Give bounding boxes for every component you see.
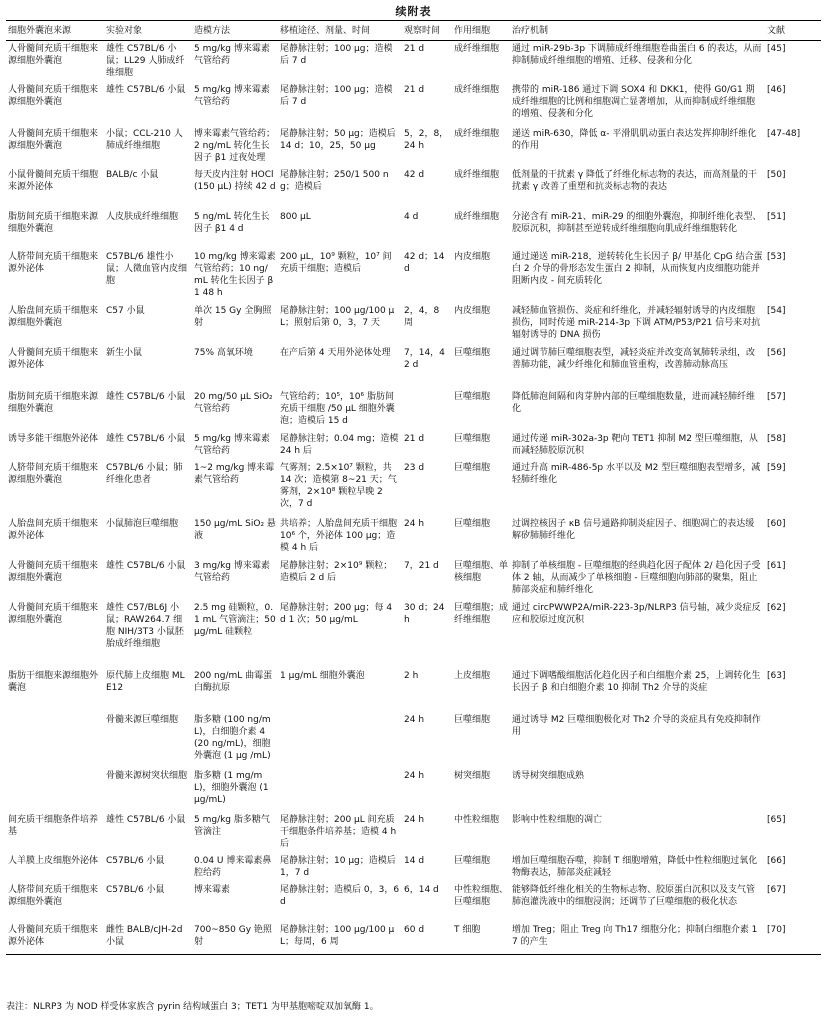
table-cell: 5 mg/kg 博来霉素气管给药 [194, 434, 270, 456]
table-cell: 5 ng/mL 转化生长因子 β1 4 d [194, 212, 270, 234]
table-cell: 内皮细胞 [454, 306, 491, 316]
table-cell: 尾静脉注射；50 μg；造模后 14 d；10，25，50 μg [280, 129, 396, 151]
table-cell: 巨噬细胞 [454, 348, 491, 358]
col-header: 移植途径、剂量、时间 [278, 21, 402, 41]
table-cell: C57BL/6 小鼠 [106, 856, 165, 866]
table-cell: 巨噬细胞 [454, 434, 491, 444]
table-cell: 人骨髓间充质干细胞来源细胞外囊泡 [8, 603, 99, 625]
table-cell: 10 mg/kg 博来霉素气管给药；10 ng/mL 转化生长因子 β1 48 h [194, 252, 276, 298]
table-cell: 6，14 d [404, 885, 439, 895]
table-cell: BALB/c 小鼠 [106, 170, 159, 180]
table-cell: 低剂量的干扰素 γ 降低了纤维化标志物的表达，而高剂量的干扰素 γ 改善了重塑和抗炎标志物的表达 [512, 170, 758, 192]
table-cell: 21 d [404, 85, 425, 95]
col-header: 细胞外囊泡来源 [6, 21, 104, 41]
table-cell: 骨髓来源巨噬细胞 [106, 715, 179, 725]
col-header: 治疗机制 [510, 21, 765, 41]
table-cell: 200 ng/mL 曲霉蛋白酶抗原 [194, 671, 273, 693]
table-cell: 人骨髓间充质干细胞来源细胞外囊泡 [8, 85, 99, 107]
table-cell: 人脐带间充质干细胞来源细胞外囊泡 [8, 885, 99, 907]
table-cell: 200 μL，10⁹ 颗粒，10⁷ 间充质干细胞；造模后 [280, 252, 392, 274]
table-cell: 雄性 C57BL/6 小鼠 [106, 815, 186, 825]
table-cell: [67] [767, 885, 786, 895]
table-cell: 雄性 C57BL/6 小鼠 [106, 561, 186, 571]
table-cell: 人骨髓间充质干细胞来源外泌体 [6, 922, 104, 954]
table-cell: 1 μg/mL 细胞外囊泡 [280, 671, 365, 681]
table-cell: 7，21 d [404, 561, 439, 571]
table-row [6, 882, 821, 922]
table-cell: 雌性 BALB/cJH-2d 小鼠 [104, 922, 192, 954]
table-cell: [63] [767, 671, 786, 681]
table-cell: 尾静脉注射；200 μL 间充质干细胞条件培养基；造模 4 h 后 [280, 815, 397, 849]
table-row [6, 460, 821, 516]
table-cell: 成纤维细胞 [454, 170, 500, 180]
table-cell: [65] [767, 815, 786, 825]
table-cell: 20 mg/50 μL SiO₂ 气管给药 [194, 392, 273, 414]
table-cell: 小鼠；CCL-210 人肺成纤维细胞 [106, 129, 183, 151]
table-cell: [46] [767, 85, 786, 95]
table-cell: 5，2，8，24 h [404, 129, 449, 151]
table-cell: 每天皮内注射 HOCl(150 μL) 持续 42 d [194, 170, 276, 192]
table-row [6, 126, 821, 167]
table-cell: 24 h [404, 815, 425, 825]
col-header: 观察时间 [402, 21, 452, 41]
table-cell: 通过调节肺巨噬细胞表型，减轻炎症并改变高氧肺转录组，改善肺功能，减少纤维化和肺血管重构，改善肺动脉高压 [512, 348, 756, 370]
table-cell: 5 mg/kg 脂多糖气管滴注 [194, 815, 270, 837]
table-cell: 人骨髓间充质干细胞来源细胞外囊泡 [8, 44, 99, 66]
table-row [6, 853, 821, 882]
table-cell: 尾静脉注射；2×10⁹ 颗粒；造模后 2 d 后 [280, 561, 393, 583]
table-cell: 人骨髓间充质干细胞来源细胞外囊泡 [8, 129, 99, 151]
table-row [6, 167, 821, 209]
col-header: 造模方法 [192, 21, 278, 41]
table-cell: [51] [767, 212, 786, 222]
table-cell: 减轻肺血管损伤、炎症和纤维化，并减轻辐射诱导的内皮细胞损伤，同时传递 miR-214-3p 下调 ATM/P53/P21 信号来对抗辐射诱导的 DNA 损伤 [512, 306, 761, 340]
table-cell: 尾静脉注射；造模后 0，3，6 d [280, 885, 400, 907]
table-cell [278, 712, 402, 768]
table-row [6, 768, 821, 812]
table-cell: 脂肪间充质干细胞来源细胞外囊泡 [8, 392, 99, 414]
table-cell: 成纤维细胞 [454, 129, 500, 139]
table-cell: 21 d [404, 434, 425, 444]
table-cell: 成纤维细胞 [454, 44, 500, 54]
table-cell: 骨髓来源树突状细胞 [106, 771, 188, 781]
table-cell: 降低肺泡间隔和肉芽肿内部的巨噬细胞数量，进而减轻肺纤维化 [512, 392, 756, 414]
table-cell: 原代肺上皮细胞 MLE12 [106, 671, 185, 693]
table-cell: 巨噬细胞；成纤维细胞 [454, 603, 509, 625]
table-cell: 3 mg/kg 博来霉素气管给药 [194, 561, 270, 583]
table-cell: 通过 circPWWP2A/miR-223-3p/NLRP3 信号轴，减少炎症反应和胶原过度沉积 [512, 603, 761, 625]
table-cell: 2，4，8 周 [404, 306, 440, 328]
table-cell: 2 h [404, 671, 419, 681]
table-cell: 24 h [404, 519, 425, 529]
table-cell: 在产后第 4 天用外泌体处理 [280, 348, 391, 358]
table-cell [765, 768, 821, 812]
table-cell [6, 712, 104, 768]
table-cell: 尾静脉注射；100 μg；造模后 7 d [280, 85, 393, 107]
table-cell: [54] [767, 306, 786, 316]
table-cell: [53] [767, 252, 786, 262]
table-cell: [59] [767, 463, 786, 473]
table-cell: 人羊膜上皮细胞外泌体 [8, 856, 99, 866]
table-cell: C57BL/6 小鼠 [106, 885, 165, 895]
table-cell: 脂肪干细胞来源细胞外囊泡 [8, 671, 99, 693]
table-cell: 尾静脉注射；100 μg/100 μL；照射后第 0，3，7 天 [280, 306, 395, 328]
table-cell: 影响中性粒细胞的凋亡 [512, 815, 603, 825]
table-body [6, 41, 821, 955]
table-cell: 30 d；24 h [404, 603, 445, 625]
table-cell: 150 μg/mL SiO₂ 悬液 [194, 519, 276, 541]
table-cell: 尾静脉注射；250/1 500 ng；造模后 [280, 170, 389, 192]
table-cell: 人脐带间充质干细胞来源外泌体 [8, 252, 99, 274]
table-cell: 巨噬细胞、单核细胞 [454, 561, 509, 583]
table-row [6, 303, 821, 345]
table-cell: [62] [767, 603, 786, 613]
table-cell: 14 d [404, 856, 425, 866]
table-row [6, 249, 821, 303]
table-cell: C57 小鼠 [106, 306, 145, 316]
table-row [6, 712, 821, 768]
table-cell: 内皮细胞 [454, 252, 491, 262]
table-cell: [61] [767, 561, 786, 571]
table-cell: 人骨髓间充质干细胞来源细胞外囊泡 [8, 561, 99, 583]
table-cell: 4 d [404, 212, 419, 222]
table-cell: 5 mg/kg 博来霉素气管给药 [194, 44, 270, 66]
table-cell: 博来霉素 [194, 885, 231, 895]
table-row [6, 345, 821, 389]
table-cell: 能够降低纤维化相关的生物标志物、胶原蛋白沉积以及支气管肺泡灌洗液中的细胞浸润；还调节了巨噬细胞的极化状态 [512, 885, 756, 907]
table-cell: 成纤维细胞 [454, 212, 500, 222]
table-cell: 7，14，42 d [404, 348, 445, 370]
table-cell [402, 389, 452, 431]
table-cell: 递送 miR-630，降低 α- 平滑肌肌动蛋白表达发挥抑制纤维化的作用 [512, 129, 757, 151]
table-cell: [50] [767, 170, 786, 180]
table-cell [765, 712, 821, 768]
table-cell: 42 d；14 d [404, 252, 445, 274]
table-row [6, 41, 821, 83]
table-cell: 巨噬细胞 [454, 392, 491, 402]
table-cell: 人脐带间充质干细胞来源细胞外囊泡 [8, 463, 99, 485]
table-cell: 中性粒细胞 [454, 815, 500, 825]
col-header: 实验对象 [104, 21, 192, 41]
data-table [6, 20, 821, 955]
table-cell: 60 d [402, 922, 452, 954]
table-cell: 通过下调嗜酸细胞活化趋化因子和白细胞介素 25，上调转化生长因子 β 和白细胞介素 10 抑制 Th2 介导的炎症 [512, 671, 761, 693]
table-cell: 中性粒细胞、巨噬细胞 [454, 885, 509, 907]
table-row [6, 389, 821, 431]
table-cell: 0.04 U 博来霉素鼻腔给药 [194, 856, 272, 878]
table-cell: 分泌含有 miR-21、miR-29 的细胞外囊泡，抑制纤维化表型、胶原沉积，抑制甚至逆转成纤维细胞向肌成纤维细胞转化 [512, 212, 762, 234]
table-cell: 诱导树突细胞成熟 [512, 771, 585, 781]
table-cell: T 细胞 [452, 922, 510, 954]
table-row [6, 82, 821, 126]
table-cell: 巨噬细胞 [454, 715, 491, 725]
table-cell: [66] [767, 856, 786, 866]
table-row [6, 558, 821, 600]
table-cell: 人骨髓间充质干细胞来源外泌体 [8, 348, 99, 370]
table-cell: 尾静脉注射；0.04 mg；造模 24 h 后 [280, 434, 399, 456]
table-cell: 成纤维细胞 [454, 85, 500, 95]
table-cell: 通过 miR-29b-3p 下调肺成纤维细胞卷曲蛋白 6 的表达，从而抑制肺成纤维细胞的增殖、迁移、侵袭和分化 [512, 44, 762, 66]
table-row [6, 209, 821, 249]
table-cell: 21 d [404, 44, 425, 54]
table-cell: 增加 Treg；阻止 Treg 向 Th17 细胞分化；抑制白细胞介素 17 的产生 [510, 922, 765, 954]
table-row [6, 431, 821, 460]
table-cell: 增加巨噬细胞吞噬，抑制 T 细胞增殖，降低中性粒细胞过氧化物酶表达，肺部炎症减轻 [512, 856, 758, 878]
table-cell: 人胎盘间充质干细胞来源外泌体 [8, 519, 99, 541]
table-cell: 5 mg/kg 博来霉素气管给药 [194, 85, 270, 107]
table-cell: 通过诱导 M2 巨噬细胞极化对 Th2 介导的炎症具有免疫抑制作用 [512, 715, 761, 737]
table-cell: [45] [767, 44, 786, 54]
table-cell: 气管给药；10⁵，10⁶ 脂肪间充质干细胞 /50 μL 细胞外囊泡；造模后 15 d [280, 392, 395, 426]
table-cell: 共培养；人胎盘间充质干细胞 10⁶ 个，外泌体 100 μg；造模 4 h 后 [280, 519, 398, 553]
table-row [6, 668, 821, 712]
table-cell: 雄性 C57BL/6 小鼠 [106, 434, 186, 444]
table-cell: 小鼠骨髓间充质干细胞来源外泌体 [8, 170, 99, 192]
table-cell: 雄性 C57BL/6 小鼠 [106, 85, 186, 95]
table-cell: 尾静脉注射；200 μg；每 4 d 1 次；50 μg/mL [280, 603, 393, 625]
table-cell: 雄性 C57BL/6 小鼠；LL29 人肺成纤维细胞 [106, 44, 185, 78]
table-cell: C57BL/6 小鼠；肺纤维化患者 [106, 463, 183, 485]
table-cell: 800 μL [280, 212, 311, 222]
table-cell: 700~850 Gy 铯照射 [192, 922, 278, 954]
table-cell: 气雾剂；2.5×10⁷ 颗粒，共 14 次；造模第 8~21 天；气雾剂，2×10⁸ 颗粒早晚 2 次，7 d [280, 463, 397, 509]
table-header-row [6, 21, 821, 41]
table-cell: 诱导多能干细胞外泌体 [8, 434, 99, 444]
table-cell: 博来霉素气管给药；2 ng/mL 转化生长因子 β1 过夜处理 [194, 129, 276, 163]
table-cell: 脂肪间充质干细胞来源细胞外囊泡 [8, 212, 99, 234]
table-cell: 小鼠肺泡巨噬细胞 [106, 519, 179, 529]
table-cell: [47-48] [767, 129, 801, 139]
table-cell: 雄性 C57/BL6J 小鼠；RAW264.7 细胞 NIH/3T3 小鼠胚胎成纤维细胞 [106, 603, 184, 649]
table-caption: 续附表 [395, 5, 432, 18]
col-header: 作用细胞 [452, 21, 510, 41]
table-cell: 24 h [404, 771, 425, 781]
table-row [6, 922, 821, 954]
table-cell: 通过传递 miR-302a-3p 靶向 TET1 抑制 M2 型巨噬细胞，从而减轻肺胶原沉积 [512, 434, 758, 456]
table-cell: 人皮肤成纤维细胞 [106, 212, 179, 222]
col-header: 文献 [765, 21, 821, 41]
table-row [6, 600, 821, 668]
table-cell: 尾静脉注射；10 μg；造模后 1，7 d [280, 856, 396, 878]
table-cell: 上皮细胞 [454, 671, 491, 681]
table-row [6, 812, 821, 853]
table-footnote: 表注：NLRP3 为 NOD 样受体家族含 pyrin 结构域蛋白 3；TET1 为甲基胞嘧啶双加氧酶 1。 [6, 1002, 379, 1012]
table-cell: [60] [767, 519, 786, 529]
table-cell: 雄性 C57BL/6 小鼠 [106, 392, 186, 402]
table-cell: 树突细胞 [454, 771, 491, 781]
table-cell: 人胎盘间充质干细胞来源细胞外囊泡 [8, 306, 99, 328]
table-cell: 巨噬细胞 [454, 519, 491, 529]
table-row [6, 516, 821, 558]
table-cell: 过调控核因子 κB 信号通路抑制炎症因子、细胞凋亡的表达缓解矽肺肺纤维化 [512, 519, 755, 541]
table-cell: 通过升高 miR-486-5p 水平以及 M2 型巨噬细胞表型增多，减轻肺纤维化 [512, 463, 761, 485]
table-cell: 脂多糖 (1 mg/mL)，细胞外囊泡 (1 μg/mL) [194, 771, 269, 805]
table-cell: 42 d [404, 170, 425, 180]
table-cell: 24 h [404, 715, 425, 725]
table-cell: 间充质干细胞条件培养基 [8, 815, 99, 837]
table-cell: 1~2 mg/kg 博来霉素气管给药 [194, 463, 275, 485]
table-cell: 携带的 miR-186 通过下调 SOX4 和 DKK1，使得 G0/G1 期成纤维细胞的比例和细胞凋亡显著增加，从而抑制成纤维细胞的增殖、侵袭和分化 [512, 85, 756, 119]
table-cell: 23 d [404, 463, 425, 473]
table-cell: 巨噬细胞 [454, 463, 491, 473]
table-cell [278, 768, 402, 812]
table-cell: 通过递送 miR-218，逆转转化生长因子 β/ 甲基化 CpG 结合蛋白 2 介导的骨形态发生蛋白 2 抑制，从而恢复内皮细胞功能并阻断内皮 - 间充质转化 [512, 252, 763, 286]
table-cell: 抑制了单核细胞 - 巨噬细胞的经典趋化因子配体 2/ 趋化因子受体 2 轴，从而减少了单核细胞 - 巨噬细胞向肺部的聚集，阻止肺部炎症和肺纤维化 [512, 561, 761, 595]
table-cell: [70] [765, 922, 821, 954]
table-cell: 尾静脉注射；100 μg；造模后 7 d [280, 44, 393, 66]
table-cell: 单次 15 Gy 全胸照射 [194, 306, 272, 328]
table-cell: C57BL/6 雄性小鼠；人微血管内皮细胞 [106, 252, 188, 286]
table-cell [6, 768, 104, 812]
table-cell: 75% 高氧环境 [194, 348, 253, 358]
table-cell: [56] [767, 348, 786, 358]
table-cell: [57] [767, 392, 786, 402]
table-cell: 脂多糖 (100 ng/mL)，白细胞介素 4 (20 ng/mL)，细胞外囊泡 (1 μg /mL) [194, 715, 271, 761]
table-cell: 巨噬细胞 [454, 856, 491, 866]
table-cell: 2.5 mg 硅颗粒，0.1 mL 气管滴注；50 μg/mL 硅颗粒 [194, 603, 276, 637]
table-cell: 尾静脉注射；100 μg/100 μL；每周，6 周 [278, 922, 402, 954]
table-cell: [58] [767, 434, 786, 444]
table-cell: 新生小鼠 [106, 348, 143, 358]
